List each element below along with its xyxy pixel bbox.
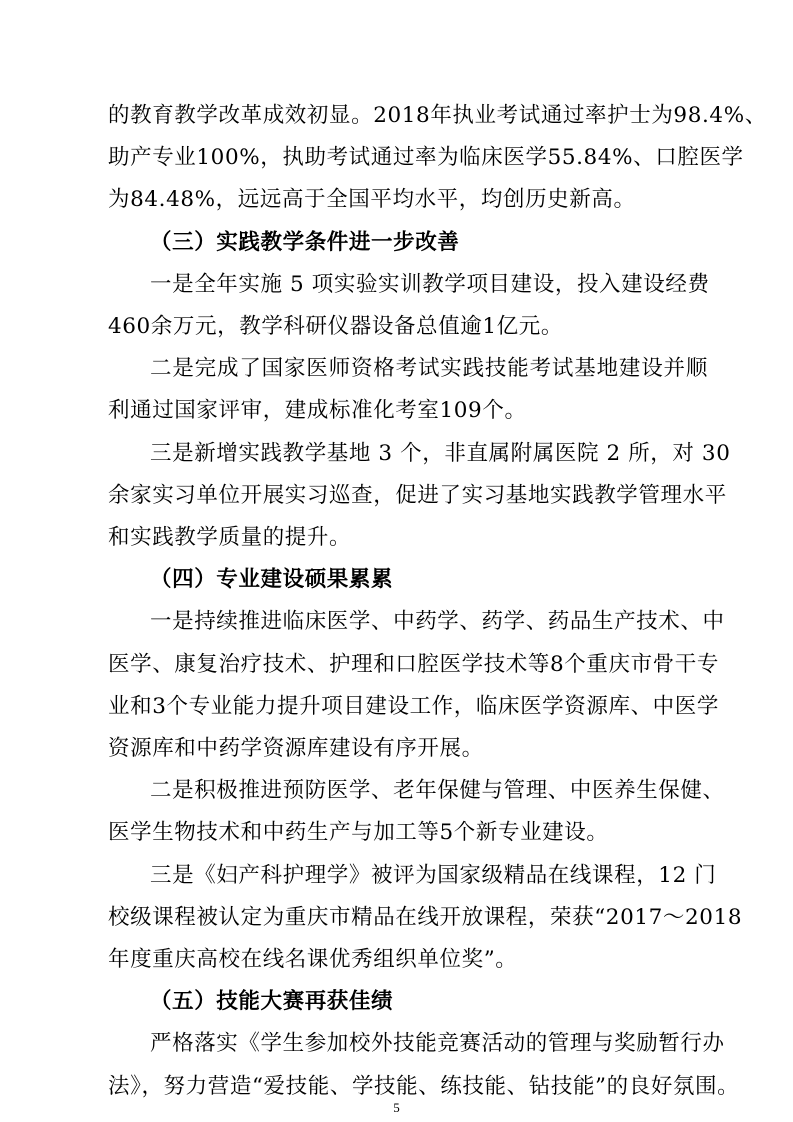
text-line: 年度重庆高校在线名课优秀组织单位奖”。 <box>108 947 518 972</box>
text-line: 资源库和中药学资源库建设有序开展。 <box>108 736 484 761</box>
text-line: 460余万元，教学科研仪器设备总值逾1亿元。 <box>108 314 563 339</box>
text-line: 和实践教学质量的提升。 <box>108 525 352 550</box>
text-line: 三是新增实践教学基地 3 个，非直属附属医院 2 所，对 30 <box>150 440 731 466</box>
text-line: 医学、康复治疗技术、护理和口腔医学技术等8个重庆市骨干专 <box>108 651 719 677</box>
section-heading-4: （四）专业建设硕果累累 <box>150 567 394 593</box>
text-line: 助产专业100%，执助考试通过率为临床医学55.84%、口腔医学 <box>108 145 744 171</box>
section-heading-3: （三）实践教学条件进一步改善 <box>150 229 460 255</box>
text-line: 医学生物技术和中药生产与加工等5个新专业建设。 <box>108 820 609 846</box>
text-line: 二是完成了国家医师资格考试实践技能考试基地建设并顺 <box>150 356 708 382</box>
text-line: 利通过国家评审，建成标准化考室109个。 <box>108 398 527 424</box>
text-line: 法》，努力营造“爱技能、学技能、练技能、钻技能”的良好氛围。 <box>108 1073 740 1099</box>
text-line: 为84.48%，远远高于全国平均水平，均创历史新高。 <box>108 187 636 213</box>
text-line: 业和3个专业能力提升项目建设工作，临床医学资源库、中医学 <box>108 693 719 719</box>
text-line: 余家实习单位开展实习巡查，促进了实习基地实践教学管理水平 <box>108 482 727 508</box>
text-line: 一是持续推进临床医学、中药学、药学、药品生产技术、中 <box>150 609 725 635</box>
text-line: 一是全年实施 5 项实验实训教学项目建设，投入建设经费 <box>150 271 710 297</box>
text-line: 的教育教学改革成效初显。2018年执业考试通过率护士为98.4%、 <box>108 103 767 128</box>
text-line: 校级课程被认定为重庆市精品在线开放课程，荣获“2017～2018 <box>108 904 743 930</box>
page-number: 5 <box>393 1100 400 1115</box>
text-line: 严格落实《学生参加校外技能竞赛活动的管理与奖励暂行办 <box>150 1031 725 1057</box>
section-heading-5: （五）技能大赛再获佳绩 <box>150 989 394 1015</box>
text-line: 二是积极推进预防医学、老年保健与管理、中医养生保健、 <box>150 778 725 804</box>
text-line: 三是《妇产科护理学》被评为国家级精品在线课程，12 门 <box>150 862 717 888</box>
